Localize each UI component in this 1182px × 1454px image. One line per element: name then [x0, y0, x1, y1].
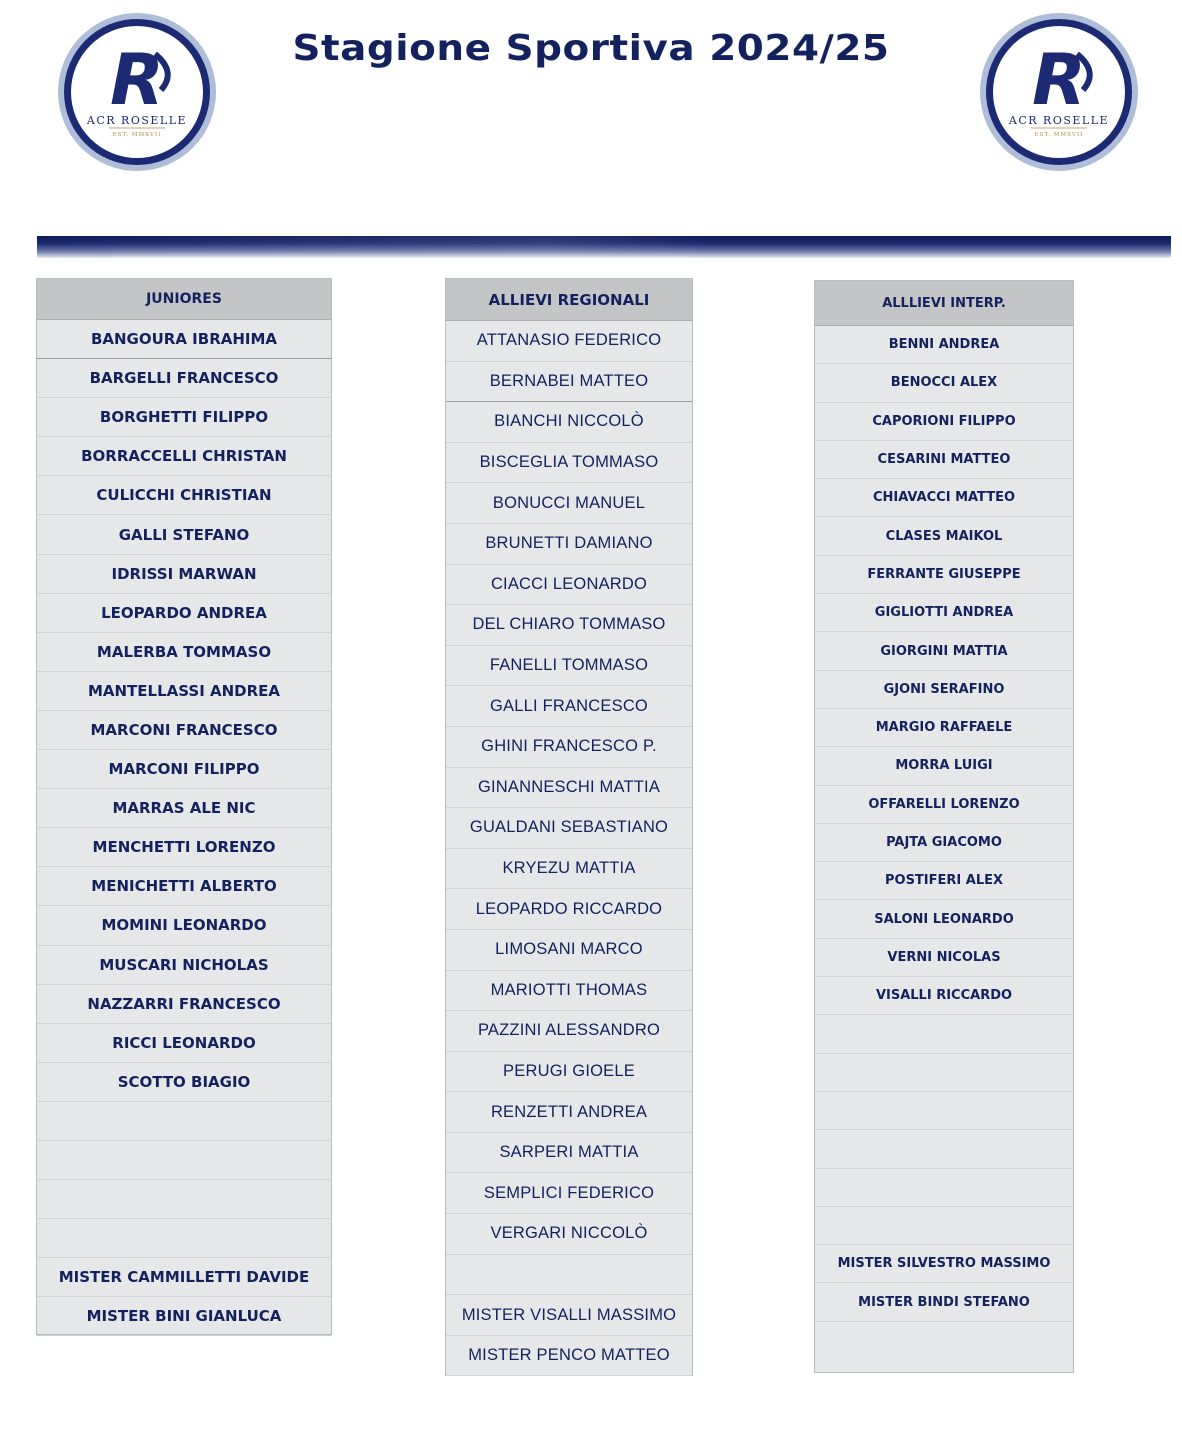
- staff-row: MISTER SILVESTRO MASSIMO: [815, 1245, 1073, 1283]
- staff-row: MISTER BINI GIANLUCA: [37, 1297, 331, 1336]
- player-row: [815, 1092, 1073, 1130]
- player-row: SCOTTO BIAGIO: [37, 1063, 331, 1102]
- player-row: BERNABEI MATTEO: [446, 362, 692, 403]
- player-row: VERNI NICOLAS: [815, 939, 1073, 977]
- player-row: OFFARELLI LORENZO: [815, 786, 1073, 824]
- player-row: ATTANASIO FEDERICO: [446, 321, 692, 362]
- player-row: FANELLI TOMMASO: [446, 646, 692, 687]
- player-row: MARIOTTI THOMAS: [446, 971, 692, 1012]
- player-row: MORRA LUIGI: [815, 747, 1073, 785]
- player-row: MARCONI FILIPPO: [37, 750, 331, 789]
- player-row: CHIAVACCI MATTEO: [815, 479, 1073, 517]
- player-row: SALONI LEONARDO: [815, 900, 1073, 938]
- player-row: LIMOSANI MARCO: [446, 930, 692, 971]
- player-row: VERGARI NICCOLÒ: [446, 1214, 692, 1255]
- roster-header: JUNIORES: [37, 279, 331, 320]
- player-row: MENCHETTI LORENZO: [37, 828, 331, 867]
- staff-row: MISTER CAMMILLETTI DAVIDE: [37, 1258, 331, 1297]
- logo-monogram: R: [110, 39, 164, 121]
- player-row: GIORGINI MATTIA: [815, 632, 1073, 670]
- player-row: [815, 1054, 1073, 1092]
- player-row: MANTELLASSI ANDREA: [37, 672, 331, 711]
- player-row: CULICCHI CHRISTIAN: [37, 476, 331, 515]
- staff-row: MISTER BINDI STEFANO: [815, 1283, 1073, 1321]
- player-row: [815, 1130, 1073, 1168]
- staff-row: MISTER VISALLI MASSIMO: [446, 1295, 692, 1336]
- roster-header: ALLLIEVI INTERP.: [815, 281, 1073, 326]
- player-row: FERRANTE GIUSEPPE: [815, 556, 1073, 594]
- player-row: LEOPARDO RICCARDO: [446, 889, 692, 930]
- staff-row: MISTER PENCO MATTEO: [446, 1336, 692, 1377]
- player-row: [37, 1102, 331, 1141]
- player-row: SARPERI MATTIA: [446, 1133, 692, 1174]
- player-row: MALERBA TOMMASO: [37, 633, 331, 672]
- player-row: [37, 1141, 331, 1180]
- player-row: BORRACCELLI CHRISTAN: [37, 437, 331, 476]
- player-row: BRUNETTI DAMIANO: [446, 524, 692, 565]
- player-row: CIACCI LEONARDO: [446, 565, 692, 606]
- player-row: BONUCCI MANUEL: [446, 483, 692, 524]
- player-row: POSTIFERI ALEX: [815, 862, 1073, 900]
- logo-est: EST. MMXVII: [112, 132, 162, 138]
- logo-club-name: ACR ROSELLE: [1008, 114, 1110, 127]
- decorative-band: [37, 236, 1171, 258]
- player-row: LEOPARDO ANDREA: [37, 594, 331, 633]
- player-row: PAZZINI ALESSANDRO: [446, 1011, 692, 1052]
- player-row: MARGIO RAFFAELE: [815, 709, 1073, 747]
- player-row: GUALDANI SEBASTIANO: [446, 808, 692, 849]
- player-row: SEMPLICI FEDERICO: [446, 1173, 692, 1214]
- player-row: GJONI SERAFINO: [815, 671, 1073, 709]
- player-row: CAPORIONI FILIPPO: [815, 403, 1073, 441]
- player-row: CLASES MAIKOL: [815, 517, 1073, 555]
- logo-est: EST. MMXVII: [1034, 132, 1084, 138]
- player-row: NAZZARRI FRANCESCO: [37, 985, 331, 1024]
- roster-header: ALLIEVI REGIONALI: [446, 279, 692, 321]
- player-row: [815, 1207, 1073, 1245]
- player-row: MARRAS ALE NIC: [37, 789, 331, 828]
- player-row: [815, 1169, 1073, 1207]
- player-row: BANGOURA IBRAHIMA: [37, 320, 331, 359]
- player-row: CESARINI MATTEO: [815, 441, 1073, 479]
- player-row: PERUGI GIOELE: [446, 1052, 692, 1093]
- player-row: GINANNESCHI MATTIA: [446, 768, 692, 809]
- player-row: RICCI LEONARDO: [37, 1024, 331, 1063]
- player-row: BORGHETTI FILIPPO: [37, 398, 331, 437]
- player-row: BENOCCI ALEX: [815, 364, 1073, 402]
- player-row: PAJTA GIACOMO: [815, 824, 1073, 862]
- roster-allievi-regionali: [445, 278, 693, 1376]
- player-row: [37, 1180, 331, 1219]
- player-row: BARGELLI FRANCESCO: [37, 359, 331, 398]
- logo-club-name: ACR ROSELLE: [86, 114, 188, 127]
- player-row: [815, 1015, 1073, 1053]
- player-row: KRYEZU MATTIA: [446, 849, 692, 890]
- player-row: BIANCHI NICCOLÒ: [446, 402, 692, 443]
- player-row: MENICHETTI ALBERTO: [37, 867, 331, 906]
- player-row: RENZETTI ANDREA: [446, 1092, 692, 1133]
- player-row: IDRISSI MARWAN: [37, 555, 331, 594]
- player-row: BISCEGLIA TOMMASO: [446, 443, 692, 484]
- player-row: GALLI FRANCESCO: [446, 686, 692, 727]
- player-row: MOMINI LEONARDO: [37, 906, 331, 945]
- player-row: MUSCARI NICHOLAS: [37, 946, 331, 985]
- player-row: GIGLIOTTI ANDREA: [815, 594, 1073, 632]
- player-row: GHINI FRANCESCO P.: [446, 727, 692, 768]
- player-row: VISALLI RICCARDO: [815, 977, 1073, 1015]
- player-row: GALLI STEFANO: [37, 515, 331, 554]
- logo-monogram: R: [1032, 39, 1086, 121]
- player-row: BENNI ANDREA: [815, 326, 1073, 364]
- player-row: DEL CHIARO TOMMASO: [446, 605, 692, 646]
- player-row: [446, 1255, 692, 1296]
- page-title: Stagione Sportiva 2024/25: [292, 28, 890, 69]
- roster-juniores: [36, 278, 332, 1335]
- player-row: MARCONI FRANCESCO: [37, 711, 331, 750]
- player-row: [37, 1219, 331, 1258]
- roster-allievi-interp: [814, 280, 1074, 1373]
